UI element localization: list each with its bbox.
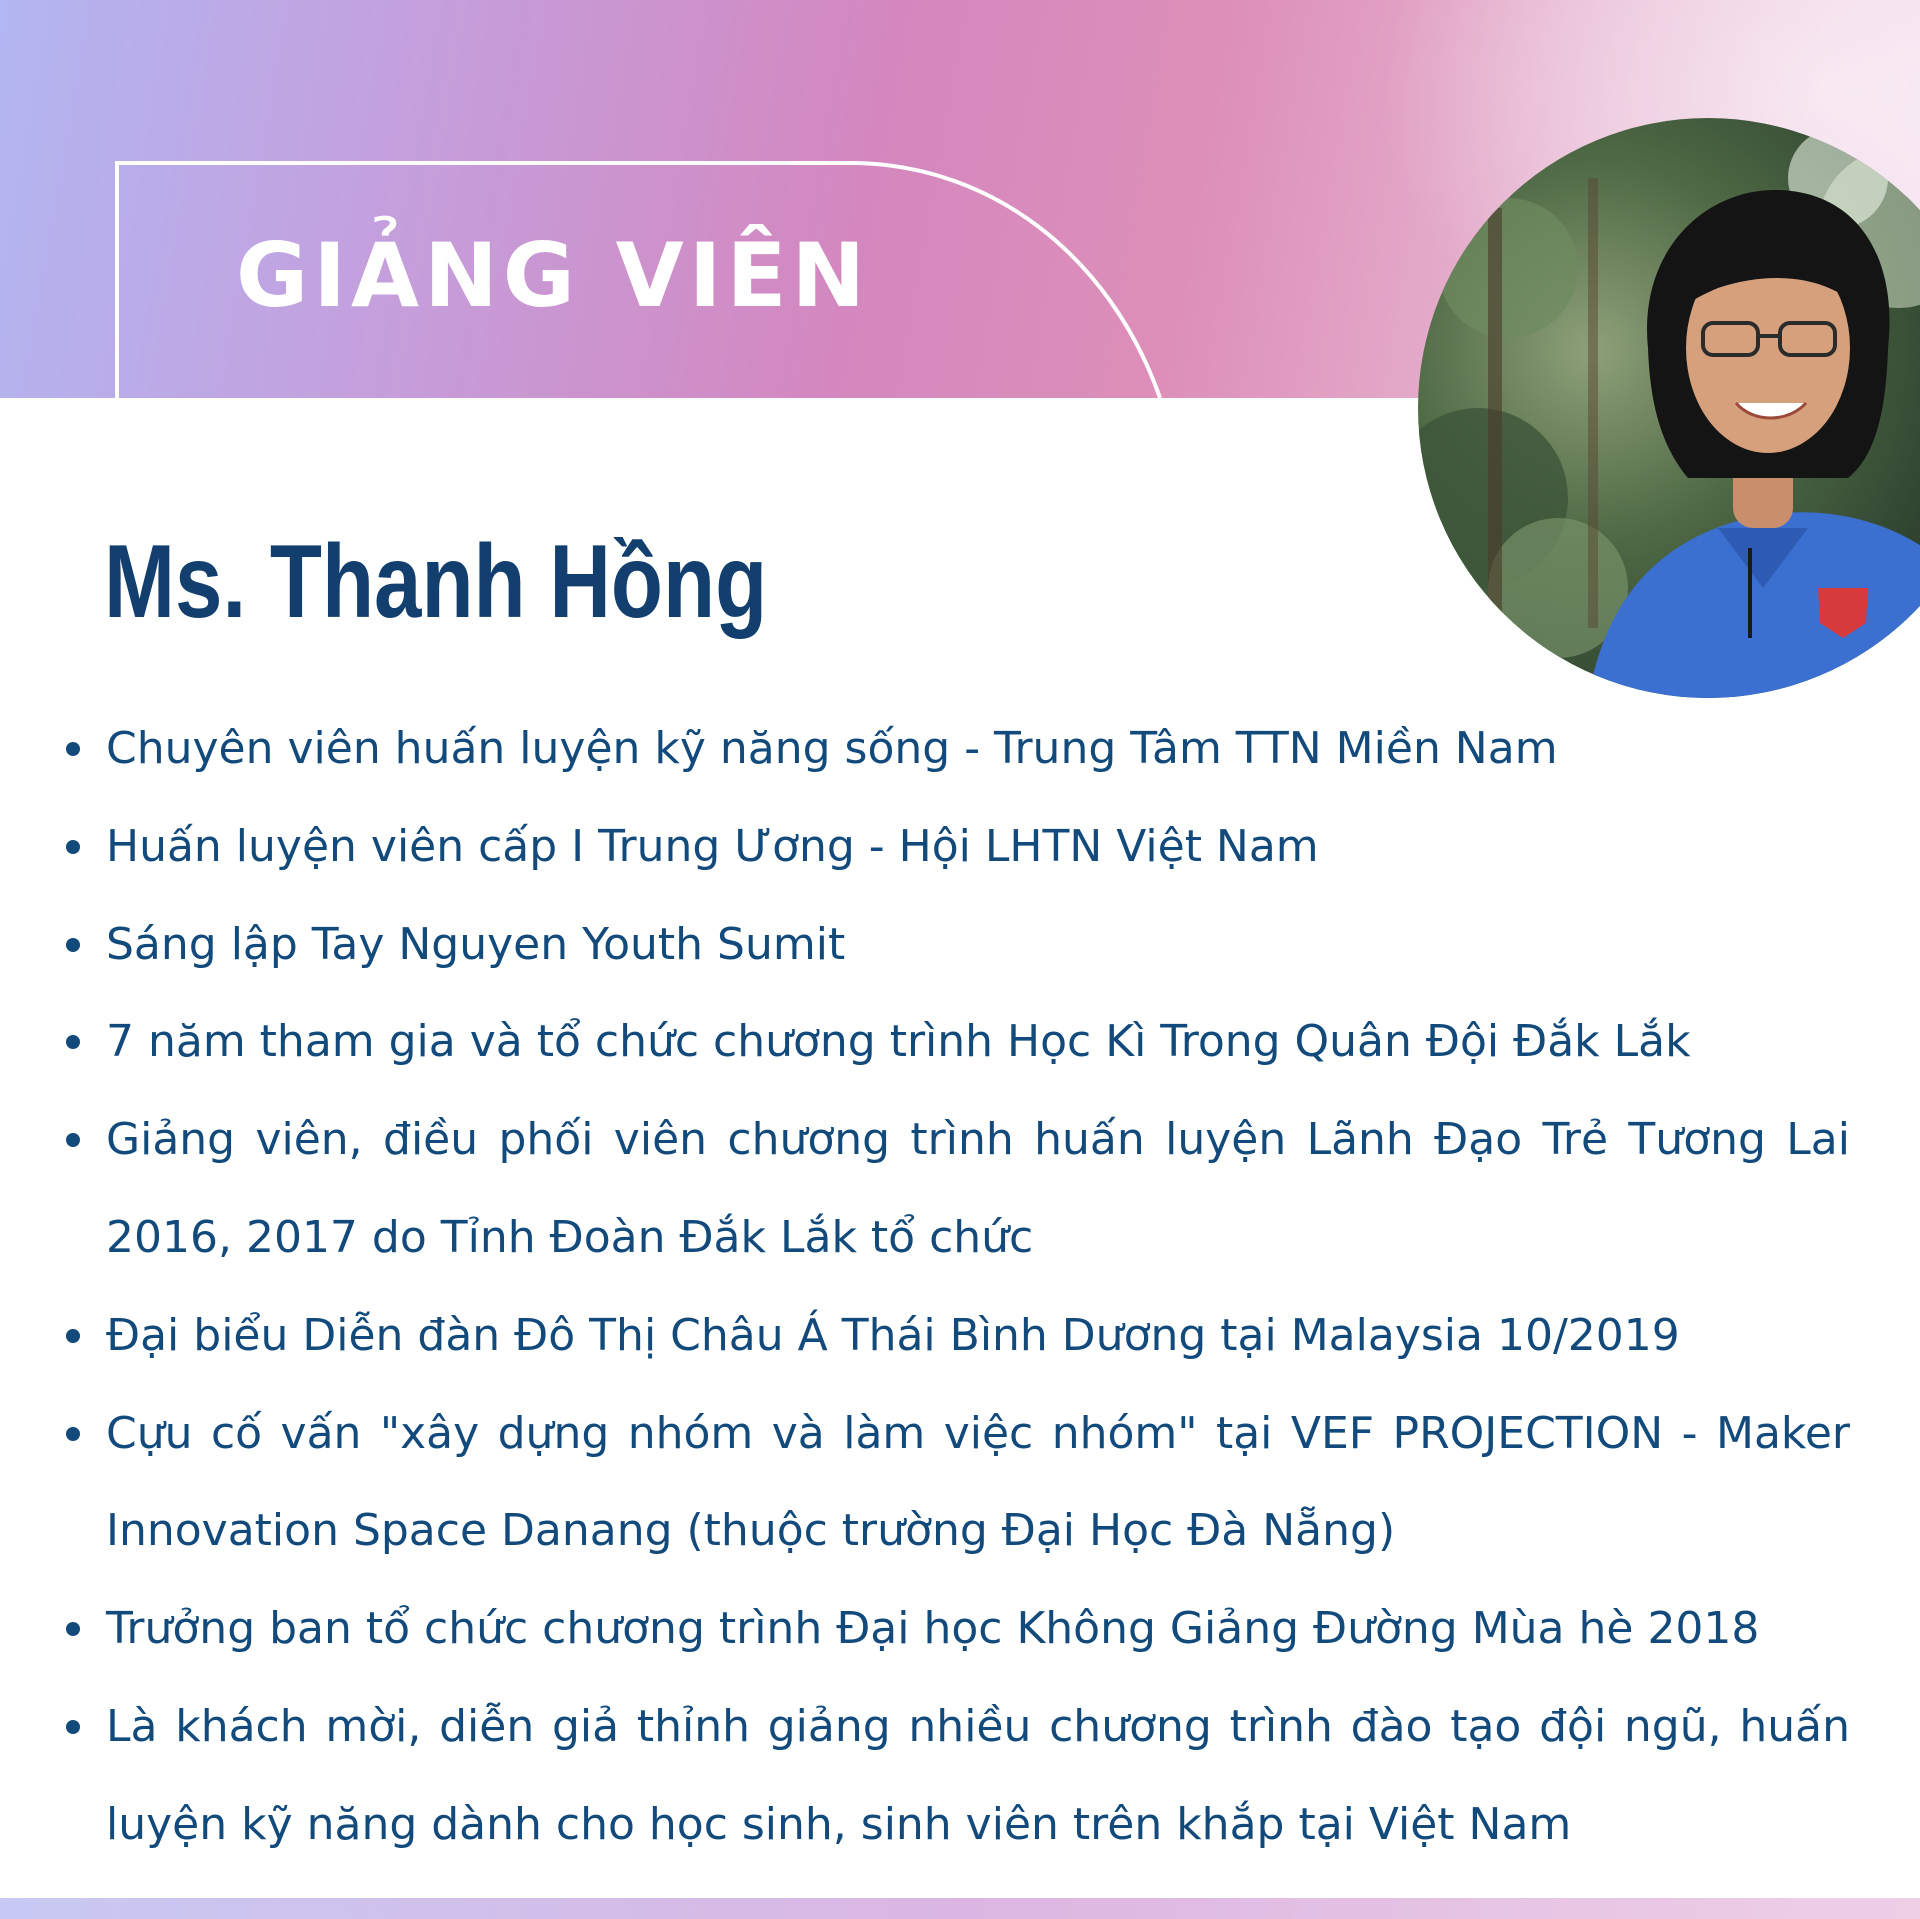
bio-text: Sáng lập Tay Nguyen Youth Sumit <box>106 918 846 970</box>
bio-item <box>60 1678 1850 1874</box>
bullet-icon <box>66 1329 80 1343</box>
bullet-icon <box>66 1622 80 1636</box>
bullet-icon <box>66 742 80 756</box>
bio-text: Huấn luyện viên cấp I Trung Ương - Hội LHTN Việt Nam <box>106 820 1319 872</box>
bio-item <box>60 993 1850 1091</box>
bio-item <box>60 1580 1850 1678</box>
bio-text: Là khách mời, diễn giả thỉnh giảng nhiều chương trình đào tạo đội ngũ, huấn luyện kỹ năng dành cho học sinh, sinh viên trên khắp tại Việt Nam <box>106 1700 1850 1850</box>
bio-text: Chuyên viên huấn luyện kỹ năng sống - Trung Tâm TTN Miền Nam <box>106 723 1558 774</box>
bullet-icon <box>66 1427 80 1441</box>
bullet-icon <box>66 1133 80 1147</box>
bullet-icon <box>66 1035 80 1049</box>
speaker-name: Ms. Thanh Hồng <box>104 524 768 640</box>
bio-text: Đại biểu Diễn đàn Đô Thị Châu Á Thái Bình Dương tại Malaysia 10/2019 <box>106 1309 1680 1361</box>
bio-text: 7 năm tham gia và tổ chức chương trình Học Kì Trong Quân Đội Đắk Lắk <box>106 1016 1691 1068</box>
bio-list <box>60 700 1850 1874</box>
bio-text: Cựu cố vấn "xây dựng nhóm và làm việc nhóm" tại VEF PROJECTION - Maker Innovation Space Danang (thuộc trường Đại Học Đà Nẵng) <box>106 1407 1850 1557</box>
section-title: GIẢNG VIÊN <box>236 224 871 327</box>
bio-item <box>60 1287 1850 1385</box>
bio-text: Trưởng ban tổ chức chương trình Đại học Không Giảng Đường Mùa hè 2018 <box>106 1603 1760 1655</box>
bio-item <box>60 1091 1850 1287</box>
bullet-icon <box>66 840 80 854</box>
bullet-icon <box>66 1720 80 1734</box>
bio-text: Giảng viên, điều phối viên chương trình huấn luyện Lãnh Đạo Trẻ Tương Lai 2016, 2017 do Tỉnh Đoàn Đắk Lắk tổ chức <box>106 1114 1850 1263</box>
bio-item <box>60 798 1850 896</box>
bio-item <box>60 700 1850 798</box>
bottom-band <box>0 1898 1920 1919</box>
bio-item <box>60 896 1850 994</box>
bio-item <box>60 1385 1850 1581</box>
bullet-icon <box>66 938 80 952</box>
